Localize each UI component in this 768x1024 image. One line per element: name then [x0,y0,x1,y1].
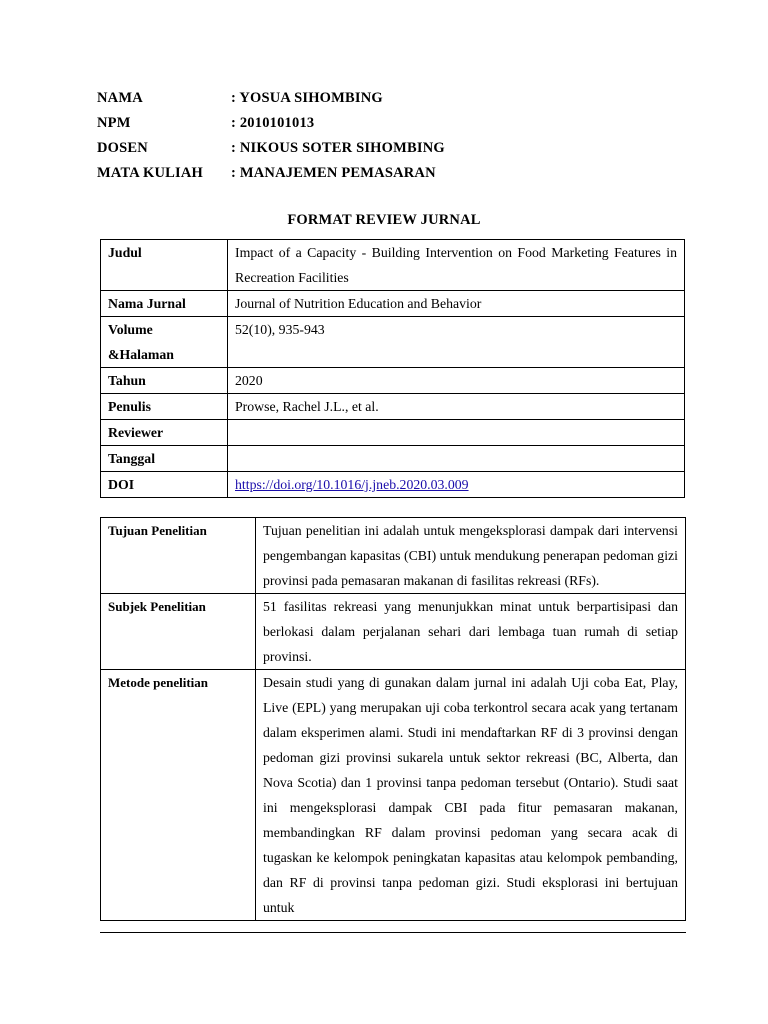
row-label: Nama Jurnal [101,291,228,317]
info-row-dosen [97,136,445,161]
row-label-line2: &Halaman [108,347,174,362]
table-row-volume [101,317,685,368]
review-table-viewport [100,517,686,933]
row-label-line1: Volume [108,322,153,337]
table-row-tanggal [101,446,685,472]
info-value: : YOSUA SIHOMBING [231,90,383,106]
row-label: Subjek Penelitian [101,594,256,670]
info-row-nama [97,86,445,111]
row-label: DOI [101,472,228,498]
info-label: MATA KULIAH [97,165,203,181]
row-value: 51 fasilitas rekreasi yang menunjukkan minat untuk berpartisipasi dan berlokasi dalam perjalanan sehari dari lembaga tuan rumah di setiap provinsi. [256,594,686,670]
row-value [228,420,685,446]
student-info [97,86,445,186]
row-label: Penulis [101,394,228,420]
info-value: : MANAJEMEN PEMASARAN [231,165,436,181]
table-row-metode [101,670,686,921]
row-label: Tahun [101,368,228,394]
journal-info-table [100,239,685,498]
info-row-npm [97,111,445,136]
table-row-subjek [101,594,686,670]
row-value: Prowse, Rachel J.L., et al. [228,394,685,420]
row-label [101,317,228,368]
row-label: Reviewer [101,420,228,446]
row-value: Tujuan penelitian ini adalah untuk mengeksplorasi dampak dari intervensi pengembangan kapasitas (CBI) untuk mendukung penerapan pedoman gizi provinsi pada pemasaran makanan di fasilitas rekreasi (RFs). [256,518,686,594]
row-value: Impact of a Capacity - Building Intervention on Food Marketing Features in Recreation Facilities [228,240,685,291]
row-value: 2020 [228,368,685,394]
table-row-tahun [101,368,685,394]
info-value: : 2010101013 [231,115,315,131]
table-row-doi [101,472,685,498]
info-label: NAMA [97,90,143,106]
table-row-penulis [101,394,685,420]
row-value [228,446,685,472]
info-value: : NIKOUS SOTER SIHOMBING [231,140,445,156]
doi-link[interactable]: https://doi.org/10.1016/j.jneb.2020.03.009 [235,477,469,492]
row-label: Metode penelitian [101,670,256,921]
info-label: DOSEN [97,140,148,156]
row-label: Tujuan Penelitian [101,518,256,594]
info-row-mata-kuliah [97,161,445,186]
table-row-judul [101,240,685,291]
info-label: NPM [97,115,131,131]
row-label: Tanggal [101,446,228,472]
table-row-tujuan [101,518,686,594]
document-title: FORMAT REVIEW JURNAL [287,212,481,228]
row-value: Desain studi yang di gunakan dalam jurnal ini adalah Uji coba Eat, Play, Live (EPL) yang merupakan uji coba terkontrol secara acak yang tertanam dalam eksperimen alami. Studi ini mendaftarkan RF di 3 provinsi dengan pedoman gizi provinsi sukarela untuk sektor rekreasi (BC, Alberta, dan Nova Scotia) dan 1 provinsi tanpa pedoman tersebut (Ontario). Studi saat ini mengeksplorasi dampak CBI pada fitur pemasaran makanan, membandingkan RF dalam provinsi pedoman yang secara acak di tugaskan ke kelompok peningkatan kapasitas atau kelompok pembanding, dan RF di provinsi tanpa pedoman gizi. Studi eksplorasi ini bertujuan untuk [256,670,686,921]
row-value: Journal of Nutrition Education and Behavior [228,291,685,317]
row-value [228,472,685,498]
table-row-reviewer [101,420,685,446]
review-table [100,517,686,921]
table-row-nama-jurnal [101,291,685,317]
row-value: 52(10), 935-943 [228,317,685,368]
row-label: Judul [101,240,228,291]
